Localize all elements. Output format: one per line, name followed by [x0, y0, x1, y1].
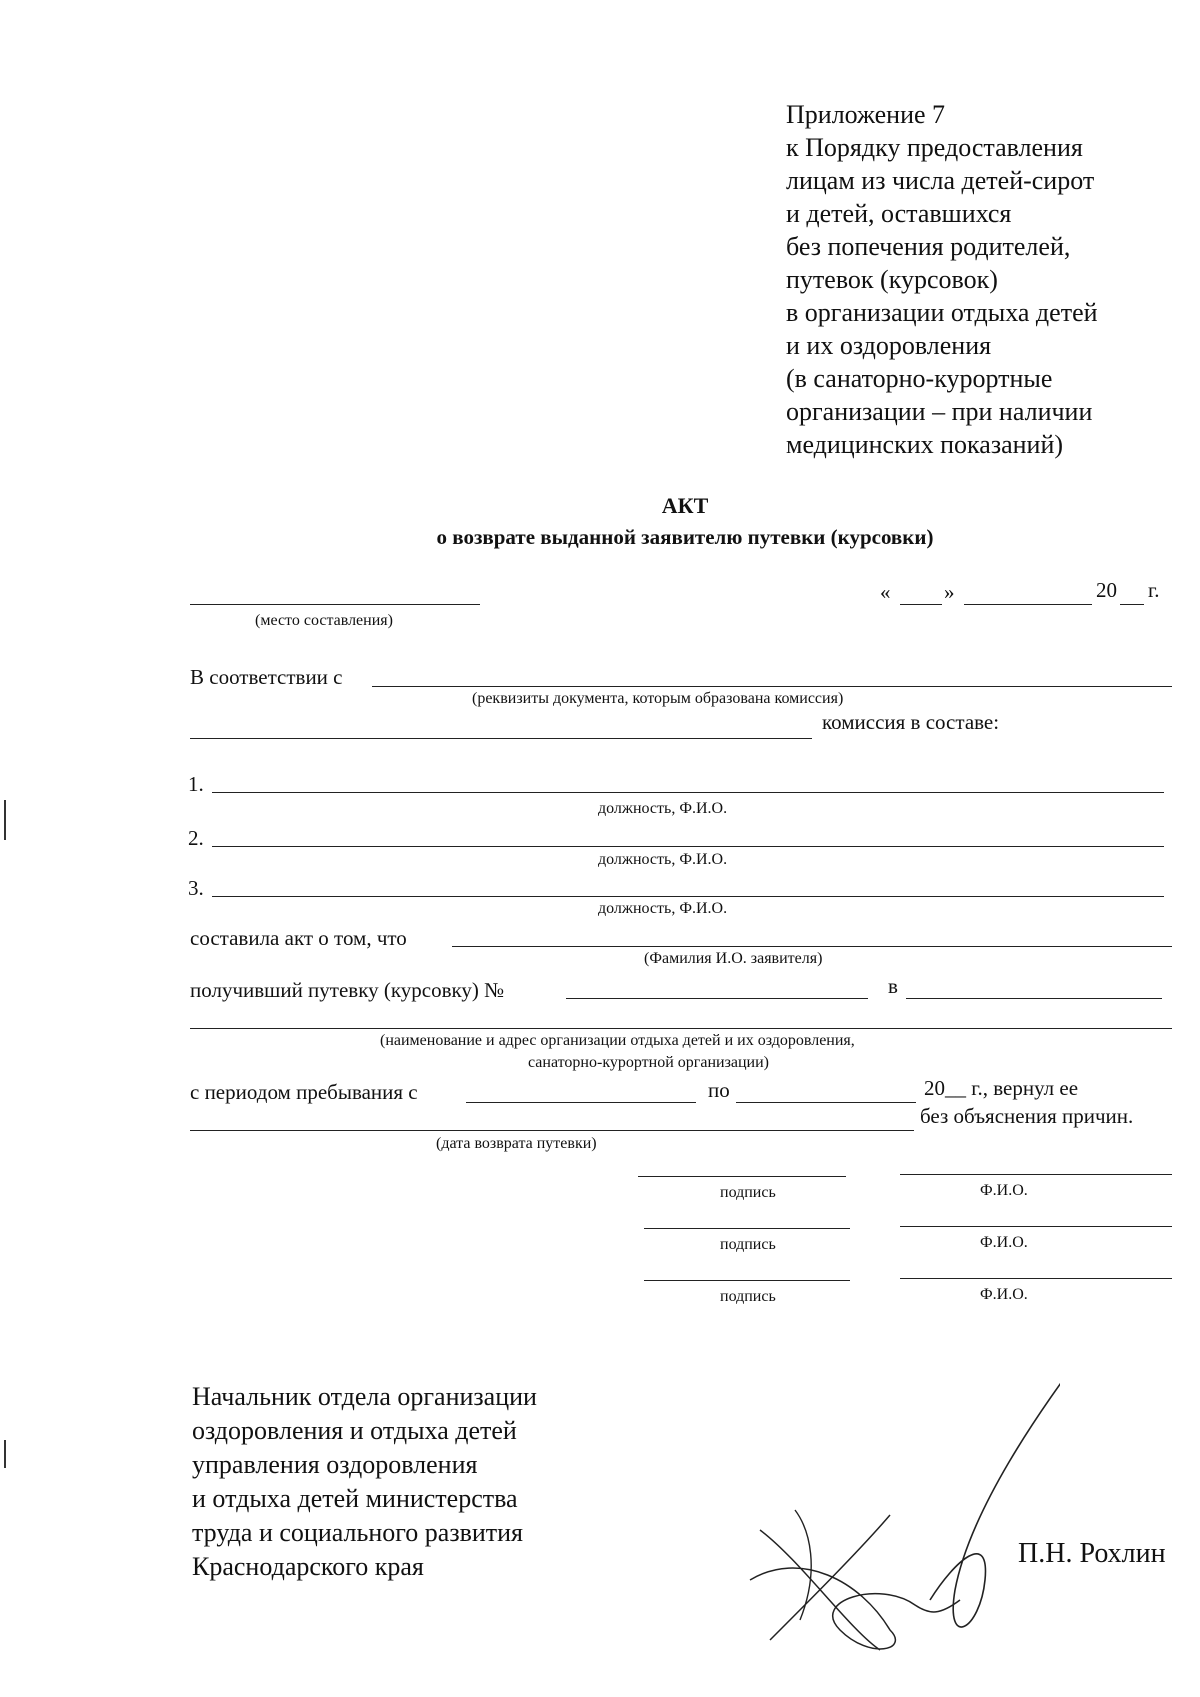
- compiled-label: составила акт о том, что: [190, 926, 407, 950]
- chief-position-line: управления оздоровления: [192, 1450, 478, 1479]
- appendix-line: организации – при наличии: [786, 397, 1093, 426]
- organization-line: [190, 1028, 1172, 1029]
- chief-name: П.Н. Рохлин: [1018, 1538, 1166, 1569]
- name-line: [900, 1174, 1172, 1175]
- member-line: [212, 896, 1164, 897]
- chief-position-line: Краснодарского края: [192, 1552, 424, 1581]
- period-to-label: по: [708, 1078, 730, 1102]
- name-line: [900, 1226, 1172, 1227]
- handwritten-signature: [740, 1330, 1060, 1660]
- scan-margin-mark: [4, 800, 6, 840]
- name-caption: Ф.И.О.: [980, 1234, 1028, 1251]
- member-line: [212, 846, 1164, 847]
- commission-label: комиссия в составе:: [822, 710, 1000, 734]
- no-reason-label: без объяснения причин.: [920, 1104, 1134, 1128]
- chief-position-block: [192, 1380, 537, 1584]
- chief-position-line: и отдыха детей министерства: [192, 1484, 518, 1513]
- applicant-caption: (Фамилия И.О. заявителя): [644, 950, 823, 967]
- accordance-line: [372, 686, 1172, 687]
- appendix-line: лицам из числа детей-сирот: [786, 166, 1095, 195]
- signature-line: [644, 1228, 850, 1229]
- in-line: [906, 998, 1162, 999]
- appendix-line: без попечения родителей,: [786, 232, 1071, 261]
- date-year-line: [1120, 604, 1144, 605]
- date-year-prefix: 20: [1096, 578, 1117, 602]
- appendix-line: (в санаторно-курортные: [786, 364, 1053, 393]
- name-caption: Ф.И.О.: [980, 1286, 1028, 1303]
- appendix-line: к Порядку предоставления: [786, 133, 1083, 162]
- period-from-line: [466, 1102, 696, 1103]
- appendix-line: медицинских показаний): [786, 430, 1064, 459]
- returned-label: 20__ г., вернул ее: [924, 1076, 1079, 1100]
- organization-caption: санаторно-курортной организации): [528, 1054, 769, 1071]
- name-caption: Ф.И.О.: [980, 1182, 1028, 1199]
- signature-caption: подпись: [720, 1288, 776, 1305]
- date-month-line: [964, 604, 1092, 605]
- appendix-block: [786, 98, 1098, 461]
- chief-position-line: труда и социального развития: [192, 1518, 524, 1547]
- appendix-line: и их оздоровления: [786, 331, 992, 360]
- appendix-line: и детей, оставшихся: [786, 199, 1012, 228]
- member-number: 1.: [188, 772, 204, 796]
- return-date-caption: (дата возврата путевки): [436, 1135, 597, 1152]
- place-caption: (место составления): [255, 612, 393, 629]
- appendix-line: Приложение 7: [786, 100, 946, 129]
- received-label: получивший путевку (курсовку) №: [190, 978, 505, 1002]
- place-line: [190, 604, 480, 605]
- appendix-line: путевок (курсовок): [786, 265, 998, 294]
- member-line: [212, 792, 1164, 793]
- accordance-label: В соответствии с: [190, 665, 343, 689]
- signature-line: [644, 1280, 850, 1281]
- date-close-quote: »: [944, 580, 955, 604]
- document-subtitle: о возврате выданной заявителю путевки (курсовки): [436, 525, 934, 549]
- scan-margin-mark: [4, 1440, 6, 1468]
- period-from-label: с периодом пребывания с: [190, 1080, 418, 1104]
- member-caption: должность, Ф.И.О.: [598, 900, 728, 917]
- chief-position-line: оздоровления и отдыха детей: [192, 1416, 517, 1445]
- return-date-line: [190, 1130, 914, 1131]
- member-number: 2.: [188, 826, 204, 850]
- period-to-line: [736, 1102, 916, 1103]
- member-caption: должность, Ф.И.О.: [598, 800, 728, 817]
- signature-line: [638, 1176, 846, 1177]
- accordance-caption: (реквизиты документа, которым образована комиссия): [472, 690, 844, 707]
- member-number: 3.: [188, 876, 204, 900]
- signature-caption: подпись: [720, 1236, 776, 1253]
- voucher-number-line: [566, 998, 868, 999]
- date-year-suffix: г.: [1148, 578, 1160, 602]
- chief-position-line: Начальник отдела организации: [192, 1382, 537, 1411]
- member-caption: должность, Ф.И.О.: [598, 851, 728, 868]
- document-title: АКТ: [661, 493, 709, 518]
- applicant-line: [452, 946, 1172, 947]
- name-line: [900, 1278, 1172, 1279]
- in-label: в: [888, 974, 898, 998]
- signature-caption: подпись: [720, 1184, 776, 1201]
- date-open-quote: «: [880, 580, 891, 604]
- date-day-line: [900, 604, 942, 605]
- appendix-line: в организации отдыха детей: [786, 298, 1098, 327]
- organization-caption: (наименование и адрес организации отдыха детей и их оздоровления,: [380, 1032, 855, 1049]
- commission-line: [190, 738, 812, 739]
